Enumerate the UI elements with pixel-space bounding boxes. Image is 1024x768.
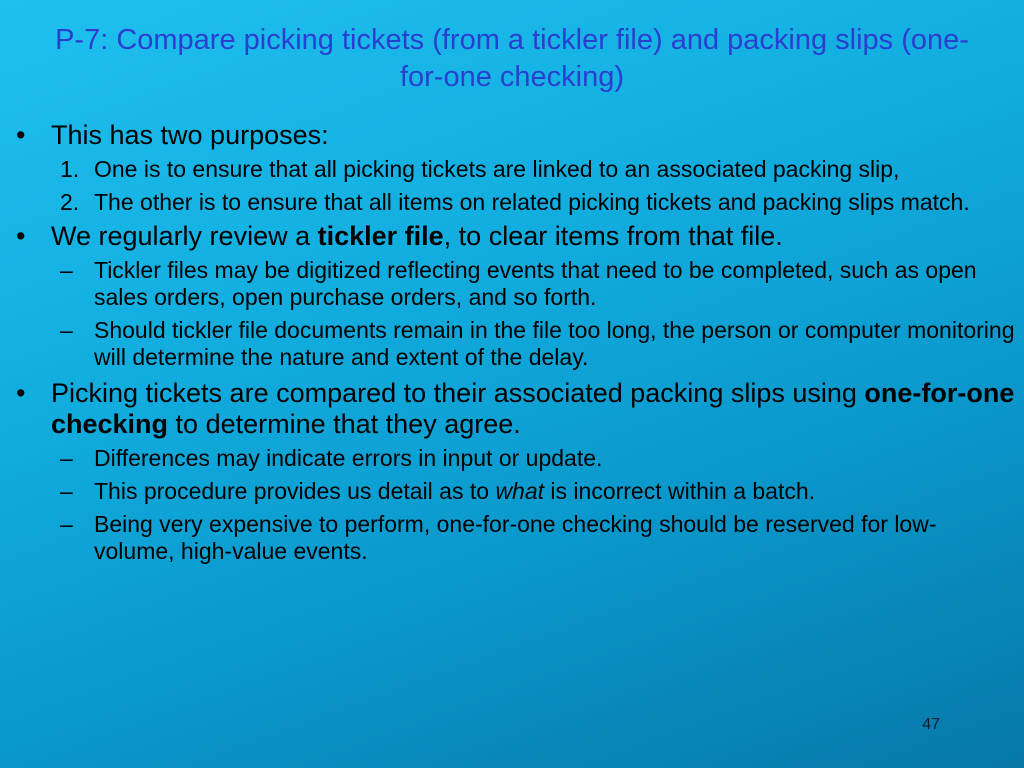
dash-item — [16, 317, 1016, 371]
bullet-one-for-one — [16, 378, 1016, 440]
bullet-text: This has two purposes: — [51, 120, 329, 150]
item-text-pre: This procedure provides us detail as to — [94, 478, 496, 504]
item-italic-word: what — [495, 478, 545, 504]
numbered-item-2 — [16, 189, 1016, 216]
bullet-marker: • — [16, 120, 26, 150]
dash-marker: – — [60, 478, 73, 504]
item-text: Tickler files may be digitized reflecting events that need to be completed, such as open sales orders, open purchase orders, and so forth. — [94, 257, 977, 310]
item-text: One is to ensure that all picking tickets are linked to an associated packing slip, — [94, 156, 900, 182]
item-text: Should tickler file documents remain in the file too long, the person or computer monitoring will determine the nature and extent of the delay. — [94, 317, 1015, 370]
bullet-purposes — [16, 120, 1016, 151]
bullet-marker: • — [16, 378, 26, 408]
item-text: Differences may indicate errors in input or update. — [94, 445, 603, 471]
bullet-tickler-file — [16, 221, 1016, 252]
bullet-text-post: , to clear items from that file. — [443, 221, 783, 251]
bullet-bold-term: tickler file — [317, 221, 444, 251]
dash-item — [16, 478, 1016, 505]
dash-marker: – — [60, 445, 73, 471]
dash-marker: – — [60, 511, 73, 537]
item-text-post: is incorrect within a batch. — [544, 478, 816, 504]
dash-marker: – — [60, 257, 73, 283]
slide-body — [16, 120, 1016, 565]
dash-item — [16, 511, 1016, 565]
numbered-item-1 — [16, 156, 1016, 183]
item-number: 2. — [60, 189, 80, 215]
dash-marker: – — [60, 317, 73, 343]
dash-item — [16, 445, 1016, 472]
item-number: 1. — [60, 156, 80, 182]
dash-item — [16, 257, 1016, 311]
bullet-text-pre: Picking tickets are compared to their associated packing slips using — [51, 378, 865, 408]
bullet-text-post: to determine that they agree. — [168, 409, 521, 439]
bullet-text-pre: We regularly review a — [51, 221, 318, 251]
item-text: The other is to ensure that all items on related picking tickets and packing slips match. — [94, 189, 970, 215]
slide-title: P-7: Compare picking tickets (from a tickler file) and packing slips (one-for-one checking) — [55, 24, 969, 93]
bullet-bold-term: one-for-one checking — [51, 378, 1015, 439]
item-text: Being very expensive to perform, one-for-one checking should be reserved for low-volume, high-value events. — [94, 511, 937, 564]
bullet-marker: • — [16, 221, 26, 251]
page-number: 47 — [922, 716, 940, 733]
